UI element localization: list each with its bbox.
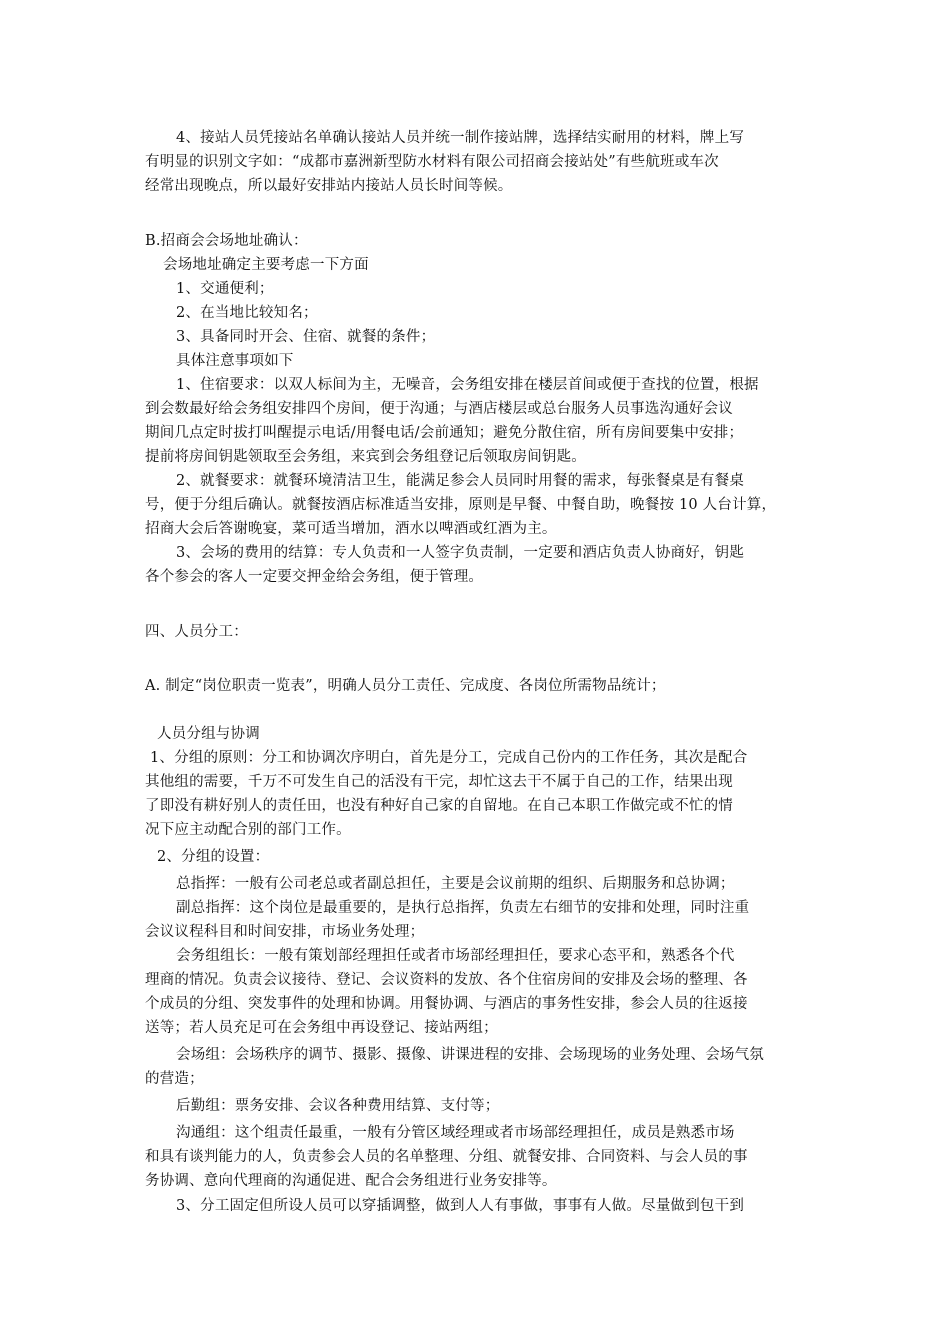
paragraph-line: 后勤组：票务安排、会议各种费用结算、支付等；	[176, 1098, 500, 1114]
section-heading: B.招商会会场地址确认：	[145, 233, 308, 249]
subheading: 2、分组的设置：	[157, 849, 270, 865]
paragraph-line: 招商大会后答谢晚宴，菜可适当增加，酒水以啤酒或红酒为主。	[145, 521, 557, 537]
paragraph-line: 会议议程科目和时间安排，市场业务处理；	[145, 924, 425, 940]
paragraph-line: 务协调、意向代理商的沟通促进、配合会务组进行业务安排等。	[145, 1173, 557, 1189]
paragraph-line: 况下应主动配合别的部门工作。	[145, 822, 351, 838]
paragraph-line: 总指挥：一般有公司老总或者副总担任，主要是会议前期的组织、后期服务和总协调；	[176, 876, 735, 892]
paragraph-line: 理商的情况。负责会议接待、登记、会议资料的发放、各个住宿房间的安排及会场的整理、各	[145, 972, 748, 988]
paragraph-line: 提前将房间钥匙领取至会务组，来宾到会务组登记后领取房间钥匙。	[145, 449, 586, 465]
list-item: 3、具备同时开会、住宿、就餐的条件；	[176, 329, 436, 345]
paragraph-line: 会场组：会场秩序的调节、摄影、摄像、讲课进程的安排、会场现场的业务处理、会场气氛	[176, 1047, 764, 1063]
paragraph-line: 送等；若人员充足可在会务组中再设登记、接站两组；	[145, 1020, 498, 1036]
paragraph-line: 和具有谈判能力的人，负责参会人员的名单整理、分组、就餐安排、合同资料、与会人员的事	[145, 1149, 748, 1165]
paragraph-line: 沟通组：这个组责任最重，一般有分管区域经理或者市场部经理担任，成员是熟悉市场	[176, 1125, 735, 1141]
paragraph-line: 个成员的分组、突发事件的处理和协调。用餐协调、与酒店的事务性安排，参会人员的往返接	[145, 996, 748, 1012]
paragraph-line: 了即没有耕好别人的责任田，也没有种好自己家的自留地。在自己本职工作做完或不忙的情	[145, 798, 733, 814]
subheading: 具体注意事项如下	[176, 353, 294, 369]
paragraph-line: 有明显的识别文字如：“成都市嘉洲新型防水材料有限公司招商会接站处”有些航班或车次	[145, 154, 719, 170]
paragraph-line: 会务组组长：一般有策划部经理担任或者市场部经理担任，要求心态平和，熟悉各个代	[176, 948, 735, 964]
paragraph-line: 副总指挥：这个岗位是最重要的，是执行总指挥，负责左右细节的安排和处理，同时注重	[176, 900, 750, 916]
paragraph-line: 1、分组的原则：分工和协调次序明白，首先是分工，完成自己份内的工作任务，其次是配合	[150, 750, 748, 766]
paragraph-line: 到会数最好给会务组安排四个房间，便于沟通；与酒店楼层或总台服务人员事选沟通好会议	[145, 401, 733, 417]
paragraph-line: 3、会场的费用的结算：专人负责和一人签字负责制，一定要和酒店负责人协商好，钥匙	[176, 545, 745, 561]
paragraph-line: 4、接站人员凭接站名单确认接站人员并统一制作接站牌，选择结实耐用的材料，牌上写	[176, 130, 745, 146]
paragraph-line: 号，便于分组后确认。就餐按酒店标准适当安排，原则是早餐、中餐自助，晚餐按 10 人台计算，	[145, 497, 777, 513]
paragraph-line: 其他组的需要，千万不可发生自己的活没有干完，却忙这去干不属于自己的工作，结果出现	[145, 774, 733, 790]
paragraph-line: 期间几点定时拔打叫醒提示电话/用餐电话/会前通知；避免分散住宿，所有房间要集中安排；	[145, 425, 744, 441]
paragraph-line: A. 制定“岗位职责一览表”，明确人员分工责任、完成度、各岗位所需物品统计；	[145, 678, 666, 694]
paragraph-line: 2、就餐要求：就餐环境清洁卫生，能满足参会人员同时用餐的需求，每张餐桌是有餐桌	[176, 473, 745, 489]
paragraph-line: 1、住宿要求：以双人标间为主，无噪音，会务组安排在楼层首间或便于查找的位置，根据	[176, 377, 759, 393]
paragraph-line: 的营造；	[145, 1071, 204, 1087]
list-item: 2、在当地比较知名；	[176, 305, 318, 321]
paragraph-line: 会场地址确定主要考虑一下方面	[163, 257, 369, 273]
subheading: 人员分组与协调	[157, 726, 260, 742]
paragraph-line: 各个参会的客人一定要交押金给会务组，便于管理。	[145, 569, 484, 585]
paragraph-line: 经常出现晚点，所以最好安排站内接站人员长时间等候。	[145, 178, 513, 194]
paragraph-line: 3、分工固定但所设人员可以穿插调整，做到人人有事做，事事有人做。尽量做到包干到	[176, 1198, 745, 1214]
list-item: 1、交通便利；	[176, 281, 274, 297]
section-heading: 四、人员分工：	[145, 624, 248, 640]
